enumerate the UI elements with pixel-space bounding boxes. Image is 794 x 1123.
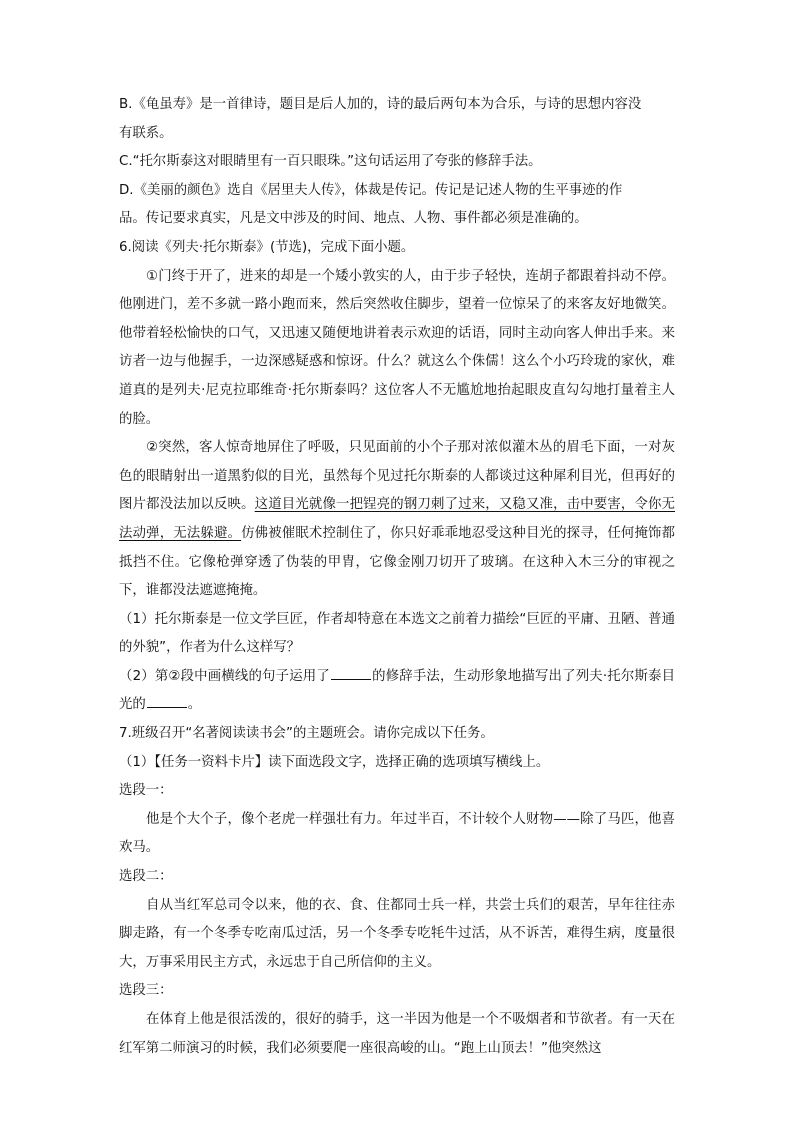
question-6-2-part-c: 。 xyxy=(187,697,202,713)
selection-1-text: 他是个大个子，像个老虎一样强壮有力。年过半百，不计较个人财物——除了马匹，他喜欢马。 xyxy=(119,811,675,856)
question-7-heading: 7.班级召开“名著阅读读书会”的主题班会。请你完成以下任务。 xyxy=(119,726,494,742)
question-6-2-part-a: （2）第②段中画横线的句子运用了 xyxy=(119,668,330,684)
passage-paragraph-1: ①门终于开了，进来的却是一个矮小敦实的人，由于步子轻快，连胡子都跟着抖动不停。他刚进门，差不多就一路小跑而来，然后突然收住脚步，望着一位惊呆了的来客友好地微笑。他带着轻松愉快的口气，又迅速又随便地讲着表示欢迎的话语，同时主动向客人伸出手来。来访者一边与他握手，一边深感疑惑和惊讶。什么？就这么个侏儒！这么个小巧玲珑的家伙，难道真的是列夫·尼克拉耶维奇·托尔斯泰吗？这位客人不无尴尬地抬起眼皮直勾勾地打量着主人的脸。 xyxy=(119,268,675,427)
option-b-line-1: B.《龟虽寿》是一首律诗，题目是后人加的，诗的最后两句本为合乐，与诗的思想内容没 xyxy=(119,97,642,112)
paragraph-2-text-before: ②突然，客人惊奇地屏住了呼吸，只见面前的小个子那对浓似灌木丛的眉毛下面，一对灰色的眼睛射出一道黑豹似的目光，虽然每个见过托尔斯泰的人都谈过这种犀利目光，但再好的图片都没法加以反映。 xyxy=(119,440,675,513)
answer-blank-2[interactable] xyxy=(147,691,187,708)
question-6-heading: 6.阅读《列夫·托尔斯泰》(节选)，完成下面小题。 xyxy=(119,239,415,255)
paragraph-2-text-after: 仿佛被催眠术控制住了，你只好乖乖地忍受这种目光的探寻，任何掩饰都抵挡不住。它像枪弹穿透了伪装的甲胄，它像金刚刀切开了玻璃。在这种入木三分的审视之下，谁都没法遮遮掩掩。 xyxy=(119,525,676,599)
question-6-1: （1）托尔斯泰是一位文学巨匠，作者却特意在本选文之前着力描绘“巨匠的平庸、丑陋、普通的外貌”，作者为什么这样写？ xyxy=(119,611,675,656)
question-6-2 xyxy=(119,663,675,720)
selection-2-text: 自从当红军总司令以来，他的衣、食、住都同士兵一样，共尝士兵们的艰苦，早年往往赤脚走路，有一个冬季专吃南瓜过活，另一个冬季专吃牦牛过活，从不诉苦，难得生病，度量很大，万事采用民主方式，永远忠于自己所信仰的主义。 xyxy=(119,897,675,970)
question-6-2-part-b: 的修辞手法，生动形象地描写出了列夫·托尔斯泰目光的 xyxy=(119,668,675,713)
answer-blank-1[interactable] xyxy=(331,663,371,680)
option-d-line-2: 品。传记要求真实，凡是文中涉及的时间、地点、人物、事件都必须是准确的。 xyxy=(119,211,588,227)
option-b-line-2: 有联系。 xyxy=(119,125,173,141)
underlined-sentence: 这道目光就像一把锃亮的钢刀刺了过来，又稳又准，击中要害，令你无法动弹，无法躲避。 xyxy=(119,497,676,541)
selection-2-label: 选段二： xyxy=(119,869,173,885)
option-d-line-1: D.《美丽的颜色》选自《居里夫人传》，体裁是传记。传记是记述人物的生平事迹的作 xyxy=(119,182,623,198)
selection-1-label: 选段一： xyxy=(119,783,173,799)
document-page xyxy=(119,91,675,1063)
passage-paragraph-2 xyxy=(119,434,675,606)
question-7-1: （1）【任务一资料卡片】读下面选段文字，选择正确的选项填写横线上。 xyxy=(119,754,550,770)
selection-3-label: 选段三： xyxy=(119,983,173,999)
option-c: C.“托尔斯泰这对眼睛里有一百只眼珠。”这句话运用了夸张的修辞手法。 xyxy=(119,154,542,170)
selection-3-text: 在体育上他是很活泼的，很好的骑手，这一半因为他是一个不吸烟者和节欲者。有一天在红军第二师演习的时候，我们必须要爬一座很高峻的山。“跑上山顶去！”他突然这 xyxy=(119,1012,675,1056)
